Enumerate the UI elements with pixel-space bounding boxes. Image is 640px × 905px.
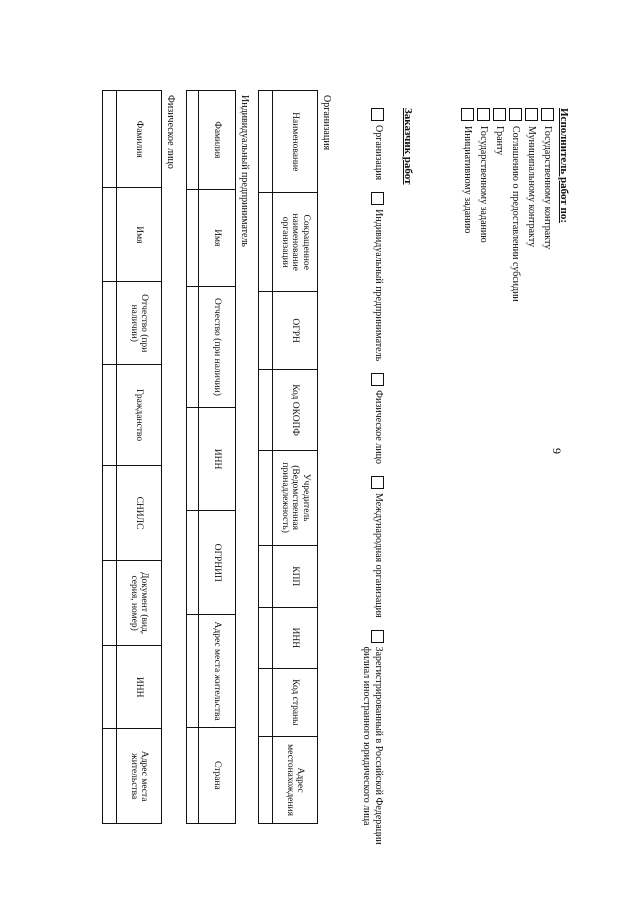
table-cell[interactable] <box>259 193 273 292</box>
column-header: Код ОКОПФ <box>273 370 318 450</box>
customer-option-organization[interactable]: Организация <box>371 108 384 180</box>
customer-option-international[interactable]: Международная организация <box>371 476 384 618</box>
column-header: Страна <box>199 727 236 823</box>
column-header: КПП <box>273 545 318 608</box>
customer-option-entrepreneur[interactable]: Индивидуальный предприниматель <box>371 192 384 361</box>
table-cell[interactable] <box>259 91 273 193</box>
table-cell[interactable] <box>103 465 117 560</box>
table-cell[interactable] <box>187 407 199 510</box>
organization-label: Организация <box>321 95 332 151</box>
table-cell[interactable] <box>187 286 199 407</box>
executor-option-subsidy[interactable]: Соглашению о предоставлении субсидии <box>508 108 524 302</box>
checkbox[interactable] <box>526 108 539 121</box>
table-row <box>117 91 162 824</box>
table-cell[interactable] <box>259 737 273 824</box>
table-cell[interactable] <box>103 646 117 729</box>
table-cell[interactable] <box>259 292 273 370</box>
page-number: 9 <box>550 448 564 454</box>
checkbox[interactable] <box>494 108 507 121</box>
customer-heading: Заказчик работ <box>402 108 414 185</box>
entrepreneur-table <box>186 90 236 824</box>
column-header: Отчество (при наличии) <box>199 286 236 407</box>
table-cell[interactable] <box>259 545 273 608</box>
table-cell[interactable] <box>187 189 199 286</box>
executor-option-municipal-contract[interactable]: Муниципальному контракту <box>524 108 540 302</box>
column-header: Фамилия <box>199 91 236 190</box>
column-header: Адрес места жительства <box>117 729 162 824</box>
executor-option-state-task[interactable]: Государственному заданию <box>476 108 492 302</box>
customer-option-person[interactable]: Физическое лицо <box>371 373 384 464</box>
checkbox[interactable] <box>371 108 384 121</box>
customer-options <box>361 108 384 889</box>
table-row <box>273 91 318 824</box>
column-header: Код страны <box>273 668 318 737</box>
customer-option-foreign-branch[interactable]: Зарегистрированный в Российской Федерации филиал иностранного юридического лица <box>361 630 384 877</box>
checkbox[interactable] <box>371 476 384 489</box>
table-cell[interactable] <box>103 282 117 365</box>
column-header: Имя <box>117 188 162 282</box>
column-header: ОГРНИП <box>199 511 236 615</box>
table-cell[interactable] <box>187 511 199 615</box>
table-cell[interactable] <box>103 365 117 466</box>
table-cell[interactable] <box>187 615 199 727</box>
person-table <box>102 90 162 824</box>
column-header: Адрес места жительства <box>199 615 236 727</box>
column-header: Документ (вид, серия, номер) <box>117 561 162 646</box>
table-cell[interactable] <box>259 450 273 545</box>
column-header: Фамилия <box>117 91 162 188</box>
person-label: Физическое лицо <box>165 95 176 169</box>
checkbox[interactable] <box>510 108 523 121</box>
table-cell[interactable] <box>187 91 199 190</box>
checkbox[interactable] <box>371 630 384 643</box>
executor-option-state-contract[interactable]: Государственному контракту <box>540 108 556 302</box>
column-header: ИНН <box>273 608 318 669</box>
table-cell[interactable] <box>103 561 117 646</box>
column-header: ОГРН <box>273 292 318 370</box>
table-cell[interactable] <box>187 727 199 823</box>
checkbox[interactable] <box>462 108 475 121</box>
checkbox[interactable] <box>542 108 555 121</box>
entrepreneur-label: Индивидуальный предприниматель <box>239 95 250 247</box>
column-header: Гражданство <box>117 365 162 466</box>
executor-heading: Исполнитель работ по: <box>558 108 570 223</box>
executor-options <box>460 108 556 302</box>
column-header: Учредитель (Ведомственная принадлежность) <box>273 450 318 545</box>
column-header: Отчество (при наличии) <box>117 282 162 365</box>
table-row <box>259 91 273 824</box>
column-header: СНИЛС <box>117 465 162 560</box>
table-cell[interactable] <box>103 91 117 188</box>
table-cell[interactable] <box>103 729 117 824</box>
executor-option-initiative-task[interactable]: Инициативному заданию <box>460 108 476 302</box>
column-header: ИНН <box>117 646 162 729</box>
table-cell[interactable] <box>259 668 273 737</box>
column-header: Сокращенное наименование организации <box>273 193 318 292</box>
column-header: Адрес местонахождения <box>273 737 318 824</box>
table-cell[interactable] <box>259 608 273 669</box>
organization-table <box>258 90 318 824</box>
column-header: Имя <box>199 189 236 286</box>
table-cell[interactable] <box>103 188 117 282</box>
table-row <box>199 91 236 824</box>
table-row <box>103 91 117 824</box>
checkbox[interactable] <box>478 108 491 121</box>
column-header: Наименование <box>273 91 318 193</box>
table-cell[interactable] <box>259 370 273 450</box>
executor-option-grant[interactable]: Гранту <box>492 108 508 302</box>
column-header: ИНН <box>199 407 236 510</box>
checkbox[interactable] <box>371 373 384 386</box>
table-row <box>187 91 199 824</box>
checkbox[interactable] <box>371 192 384 205</box>
